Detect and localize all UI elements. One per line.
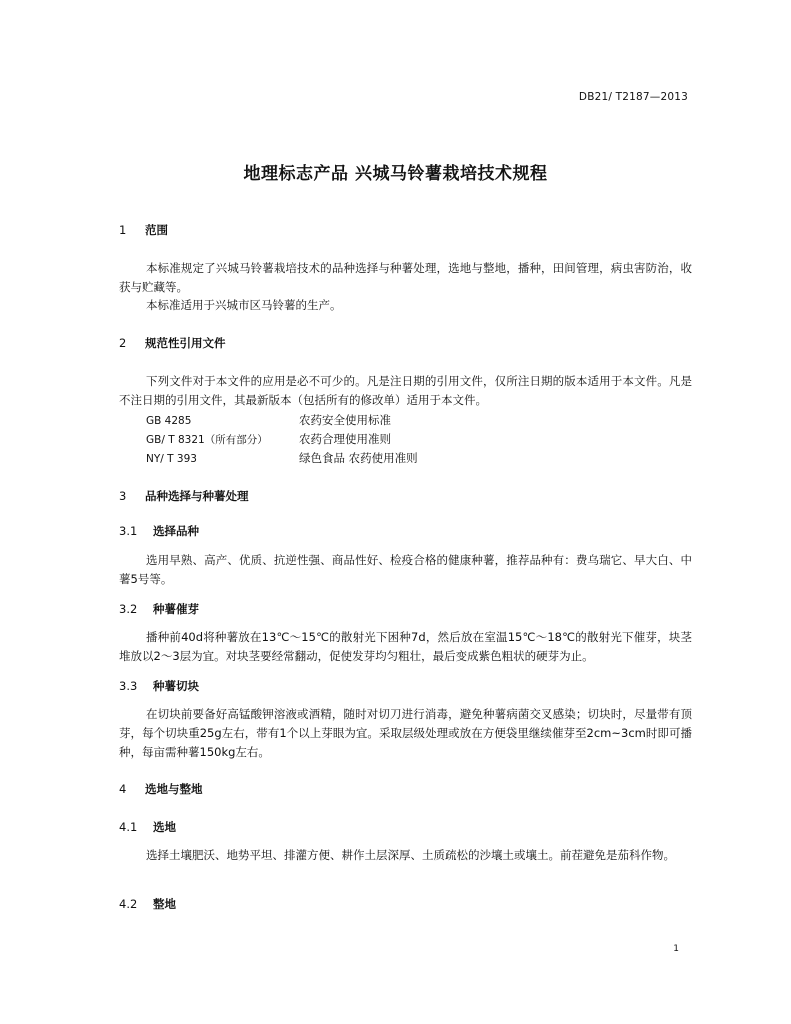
document-code: DB21/ T2187—2013 [578, 91, 688, 103]
section-2-heading [119, 335, 226, 351]
section-title: 种薯催芽 [153, 602, 199, 616]
section-4-2-heading [119, 896, 176, 912]
section-title: 选地与整地 [145, 782, 203, 796]
section-title: 选地 [153, 820, 176, 834]
section-number: 4 [119, 782, 127, 796]
section-1-paragraph-1: 本标准规定了兴城马铃薯栽培技术的品种选择与种薯处理，选地与整地，播种，田间管理，病虫害防治，收获与贮藏等。 [119, 261, 692, 294]
section-title: 规范性引用文件 [145, 336, 226, 350]
section-title: 种薯切块 [153, 679, 199, 693]
section-3-heading [119, 488, 249, 504]
section-1-heading [119, 222, 168, 238]
section-1-paragraph-2: 本标准适用于兴城市区马铃薯的生产。 [146, 298, 342, 312]
reference-item [146, 412, 391, 428]
section-title: 范围 [145, 223, 168, 237]
section-3-1-paragraph: 选用早熟、高产、优质、抗逆性强、商品性好、检疫合格的健康种薯，推荐品种有：费乌瑞它、早大白、中薯5号等。 [119, 553, 692, 586]
section-3-1-heading [119, 523, 199, 539]
section-number: 3 [119, 489, 127, 503]
section-2-paragraph: 下列文件对于本文件的应用是必不可少的。凡是注日期的引用文件，仅所注日期的版本适用于本文件。凡是不注日期的引用文件，其最新版本（包括所有的修改单）适用于本文件。 [119, 374, 692, 407]
section-title: 品种选择与种薯处理 [145, 489, 249, 503]
reference-code: GB 4285 [146, 415, 192, 427]
reference-name: 农药安全使用标准 [299, 413, 391, 427]
section-3-2-paragraph: 播种前40d将种薯放在13℃～15℃的散射光下困种7d，然后放在室温15℃～18℃的散射光下催芽，块茎堆放以2～3层为宜。对块茎要经常翻动，促使发芽均匀粗壮，最后变成紫色粗状的硬芽为止。 [119, 630, 692, 663]
section-number: 1 [119, 223, 127, 237]
page-number: 1 [673, 944, 679, 954]
reference-name: 绿色食品 农药使用准则 [299, 451, 418, 465]
document-title: 地理标志产品 兴城马铃薯栽培技术规程 [243, 164, 548, 184]
section-number: 3.2 [119, 602, 138, 616]
section-3-3-paragraph: 在切块前要备好高锰酸钾溶液或酒精，随时对切刀进行消毒，避免种薯病菌交叉感染；切块时，尽量带有顶芽，每个切块重25g左右，带有1个以上芽眼为宜。采取层级处理或放在方便袋里继续催芽至2cm~3cm时即可播种，每亩需种薯150kg左右。 [119, 707, 692, 759]
reference-name: 农药合理使用准则 [299, 432, 391, 446]
section-3-3-heading [119, 678, 199, 694]
section-4-1-paragraph: 选择土壤肥沃、地势平坦、排灌方便、耕作土层深厚、土质疏松的沙壤土或壤土。前茬避免是茄科作物。 [146, 848, 675, 862]
reference-code: GB/ T 8321（所有部分） [146, 434, 268, 446]
section-number: 4.1 [119, 820, 138, 834]
reference-item [146, 450, 418, 466]
section-4-1-heading [119, 819, 176, 835]
section-title: 整地 [153, 897, 176, 911]
section-number: 2 [119, 336, 127, 350]
section-number: 3.1 [119, 524, 138, 538]
section-number: 4.2 [119, 897, 138, 911]
section-4-heading [119, 781, 203, 797]
reference-code: NY/ T 393 [146, 453, 197, 465]
section-3-2-heading [119, 601, 199, 617]
section-title: 选择品种 [153, 524, 199, 538]
reference-item [146, 431, 391, 447]
section-number: 3.3 [119, 679, 138, 693]
